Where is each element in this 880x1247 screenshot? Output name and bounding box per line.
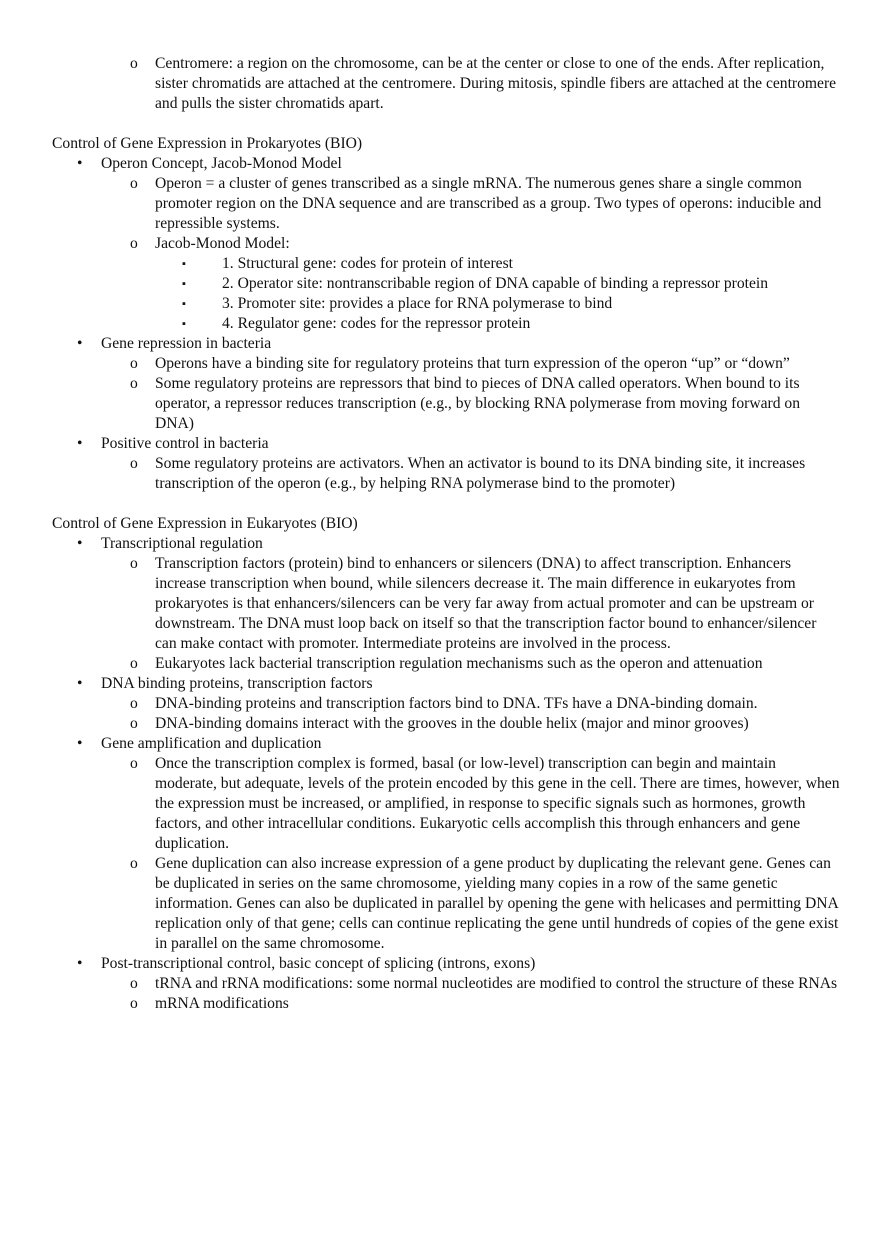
circle-marker-icon: o — [130, 995, 138, 1012]
list-item — [52, 734, 840, 754]
list-item — [52, 174, 840, 234]
bullet-list — [52, 434, 840, 454]
circle-marker-icon: o — [130, 755, 138, 772]
circle-marker-icon: o — [130, 655, 138, 672]
list-item — [52, 534, 840, 554]
sub-list — [52, 354, 840, 434]
circle-marker-icon: o — [130, 175, 138, 192]
bullet-label: Transcriptional regulation — [101, 535, 263, 552]
bullet-label: Gene amplification and duplication — [101, 735, 322, 752]
list-item — [52, 674, 840, 694]
list-item — [52, 654, 840, 674]
circle-marker-icon: o — [130, 235, 138, 252]
list-item — [52, 314, 840, 334]
list-item — [52, 454, 840, 494]
list-item — [52, 294, 840, 314]
sub-list — [52, 694, 840, 734]
circle-marker-icon: o — [130, 455, 138, 472]
bullet-icon: • — [77, 735, 83, 752]
list-item — [52, 54, 840, 114]
bullet-icon: • — [77, 435, 83, 452]
sub-list — [52, 974, 840, 1014]
square-marker-icon: ▪ — [182, 298, 186, 310]
item-text: 3. Promoter site: provides a place for RNA polymerase to bind — [222, 295, 613, 312]
item-text: DNA-binding domains interact with the grooves in the double helix (major and minor grooves) — [155, 715, 749, 732]
bullet-list — [52, 674, 840, 694]
section-title: Control of Gene Expression in Eukaryotes (BIO) — [52, 515, 358, 532]
list-item — [52, 154, 840, 174]
item-text: Operons have a binding site for regulatory proteins that turn expression of the operon “up” or “down” — [155, 355, 790, 372]
section-title: Control of Gene Expression in Prokaryotes (BIO) — [52, 135, 363, 152]
circle-marker-icon: o — [130, 55, 138, 72]
item-text: 1. Structural gene: codes for protein of interest — [222, 255, 513, 272]
list-item — [52, 254, 840, 274]
list-item — [52, 354, 840, 374]
list-item — [52, 694, 840, 714]
list-item — [52, 234, 840, 254]
list-item — [52, 434, 840, 454]
item-text: mRNA modifications — [155, 995, 289, 1012]
bullet-icon: • — [77, 675, 83, 692]
section-eukaryotes — [52, 514, 840, 1014]
sub-list — [52, 454, 840, 494]
circle-marker-icon: o — [130, 355, 138, 372]
item-text: Some regulatory proteins are activators. When an activator is bound to its DNA binding site, it increases transcription of the operon (e.g., by helping RNA polymerase bind to the promoter) — [155, 455, 806, 492]
sub-list — [52, 174, 840, 254]
bullet-list — [52, 734, 840, 754]
bullet-label: Positive control in bacteria — [101, 435, 269, 452]
bullet-label: Operon Concept, Jacob-Monod Model — [101, 155, 342, 172]
bullet-icon: • — [77, 955, 83, 972]
sub-list — [52, 754, 840, 954]
bullet-label: DNA binding proteins, transcription factors — [101, 675, 373, 692]
item-text: Eukaryotes lack bacterial transcription regulation mechanisms such as the operon and attenuation — [155, 655, 763, 672]
square-marker-icon: ▪ — [182, 278, 186, 290]
list-item — [52, 554, 840, 654]
bullet-icon: • — [77, 335, 83, 352]
circle-marker-icon: o — [130, 695, 138, 712]
item-text: DNA-binding proteins and transcription factors bind to DNA. TFs have a DNA-binding domain. — [155, 695, 758, 712]
item-text: Jacob-Monod Model: — [155, 235, 290, 252]
bullet-label: Post-transcriptional control, basic concept of splicing (introns, exons) — [101, 955, 536, 972]
bullet-list — [52, 154, 840, 174]
square-list — [52, 254, 840, 334]
bullet-list — [52, 954, 840, 974]
list-item — [52, 854, 840, 954]
sub-list — [52, 554, 840, 674]
circle-marker-icon: o — [130, 715, 138, 732]
list-item — [52, 274, 840, 294]
list-item — [52, 974, 840, 994]
list-item — [52, 994, 840, 1014]
bullet-label: Gene repression in bacteria — [101, 335, 272, 352]
section-prokaryotes — [52, 134, 840, 494]
item-text: 2. Operator site: nontranscribable region of DNA capable of binding a repressor protein — [222, 275, 769, 292]
bullet-list — [52, 534, 840, 554]
circle-marker-icon: o — [130, 975, 138, 992]
bullet-list — [52, 334, 840, 354]
circle-marker-icon: o — [130, 555, 138, 572]
list-item — [52, 954, 840, 974]
item-text: Gene duplication can also increase expression of a gene product by duplicating the relevant gene. Genes can be duplicated in series on the same chromosome, yielding many copies in a row of the same genetic information. Genes can also be duplicated in parallel by opening the gene with helicases and permitting DNA replication only of that gene; cells can continue replicating the gene until hundreds of copies of the gene exist in parallel on the same chromosome. — [155, 855, 839, 952]
circle-marker-icon: o — [130, 375, 138, 392]
intro-list — [52, 54, 840, 114]
item-text: 4. Regulator gene: codes for the repressor protein — [222, 315, 531, 332]
square-marker-icon: ▪ — [182, 258, 186, 270]
list-item — [52, 714, 840, 734]
circle-marker-icon: o — [130, 855, 138, 872]
item-text: Operon = a cluster of genes transcribed as a single mRNA. The numerous genes share a single common promoter region on the DNA sequence and are transcribed as a group. Two types of operons: inducible and repressible systems. — [155, 175, 822, 232]
item-text: Transcription factors (protein) bind to enhancers or silencers (DNA) to affect transcription. Enhancers increase transcription when bound, while silencers decrease it. The main difference in eukaryotes from prokaryotes is that enhancers/silencers can be very far away from actual promoter and can be upstream or downstream. The DNA must loop back on itself so that the transcription factor bound to enhancer/silencer can make contact with promoter. Intermediate proteins are involved in the process. — [155, 555, 817, 652]
list-item — [52, 754, 840, 854]
list-item — [52, 334, 840, 354]
bullet-icon: • — [77, 535, 83, 552]
item-text: Once the transcription complex is formed, basal (or low-level) transcription can begin and maintain moderate, but adequate, levels of the protein encoded by this gene in the cell. There are times, however, when the expression must be increased, or amplified, in response to specific signals such as hormones, growth factors, and other intracellular conditions. Eukaryotic cells accomplish this through enhancers and gene duplication. — [155, 755, 840, 852]
list-item — [52, 374, 840, 434]
centromere-text: Centromere: a region on the chromosome, can be at the center or close to one of the ends. After replication, sister chromatids are attached at the centromere. During mitosis, spindle fibers are attached at the centromere and pulls the sister chromatids apart. — [155, 55, 837, 112]
item-text: Some regulatory proteins are repressors that bind to pieces of DNA called operators. When bound to its operator, a repressor reduces transcription (e.g., by blocking RNA polymerase from moving forward on DNA) — [155, 375, 801, 432]
bullet-icon: • — [77, 155, 83, 172]
item-text: tRNA and rRNA modifications: some normal nucleotides are modified to control the structure of these RNAs — [155, 975, 838, 992]
square-marker-icon: ▪ — [182, 318, 186, 330]
